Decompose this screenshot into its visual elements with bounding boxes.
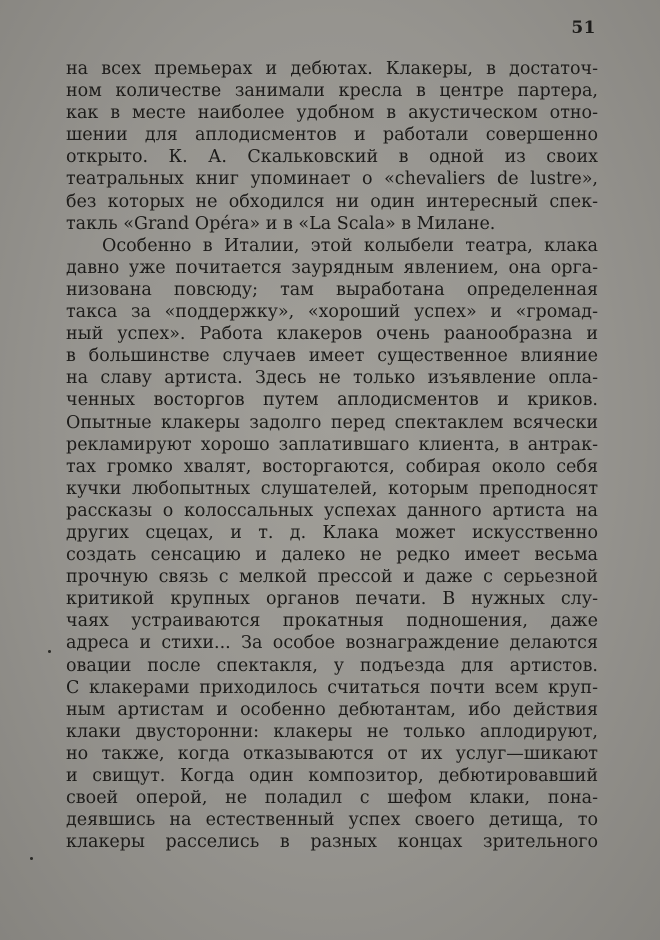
ink-speck (30, 857, 33, 860)
text-line: на всех премьерах и дебютах. Клакеры, в достаточ- (66, 59, 598, 79)
text-line: Опытные клакеры задолго перед спектаклем всячески (66, 412, 598, 433)
text-line: шении для аплодисментов и работали совершенно (66, 125, 598, 146)
text-line: чаях устраиваются прокатныя подношения, даже (66, 611, 598, 632)
text-line: создать сенсацию и далеко не редко имеет весьма (66, 545, 598, 566)
text-line-paragraph-start: Особенно в Италии, этой колыбели театра, клака (102, 235, 598, 256)
text-line: театральных книг упоминает о «chevaliers de lustre», (66, 169, 598, 190)
text-line: ченных восторгов путем аплодисментов и криков. (66, 390, 598, 411)
text-line: ный успех». Работа клакеров очень раанообразна и (66, 324, 598, 345)
ink-speck (48, 650, 51, 653)
text-line: без которых не обходился ни один интересный спек- (66, 191, 598, 212)
text-line: других сцецах, и т. д. Клака может искусственно (66, 522, 598, 543)
text-line: как в месте наиболее удобном в акустическом отно- (66, 103, 598, 124)
text-line: кучки любопытных слушателей, которым преподносят (66, 478, 598, 499)
text-line: ным артистам и особенно дебютантам, ибо действия (66, 699, 598, 720)
text-line: и свищут. Когда один композитор, дебютировавший (66, 766, 598, 786)
text-line: давно уже почитается заурядным явлением, она орга- (66, 257, 598, 278)
text-line: рекламируют хорошо заплатившаго клиента, в антрак- (66, 434, 598, 455)
text-line: такса за «поддержку», «хороший успех» и «громад- (66, 302, 598, 323)
text-line: адреса и стихи... За особое вознаграждение делаются (66, 633, 598, 654)
text-line: низована повсюду; там выработана определенная (66, 279, 598, 300)
text-line: своей оперой, не поладил с шефом клаки, пона- (66, 788, 598, 809)
text-line: но также, когда отказываются от их услуг—шикают (66, 743, 598, 764)
text-line: прочную связь с мелкой прессой и даже с серьезной (66, 567, 598, 588)
text-line: такль «Grand Opéra» и в «La Scala» в Милане. (66, 213, 496, 234)
text-line: тах громко хвалят, восторгаются, собирая около себя (66, 456, 598, 477)
text-line: ном количестве занимали кресла в центре партера, (66, 81, 598, 102)
text-line: овации после спектакля, у подъезда для артистов. (66, 655, 598, 676)
text-line: клакеры расселись в разных концах зрительного (66, 832, 598, 853)
text-line: деявшись на естественный успех своего детища, то (66, 810, 598, 831)
text-line: С клакерами приходилось считаться почти всем круп- (66, 677, 598, 698)
text-line: открыто. К. А. Скальковский в одной из своих (66, 147, 598, 168)
page-number: 51 (571, 18, 596, 38)
text-line: в большинстве случаев имеет существенное влияние (66, 346, 598, 367)
body-text (66, 58, 598, 853)
text-line: клаки двусторонни: клакеры не только аплодируют, (66, 721, 598, 742)
text-line: рассказы о колоссальных успехах данного артиста на (66, 500, 598, 521)
text-line: критикой крупных органов печати. В нужных слу- (66, 589, 598, 610)
text-line: на славу артиста. Здесь не только изъявление опла- (66, 368, 598, 389)
